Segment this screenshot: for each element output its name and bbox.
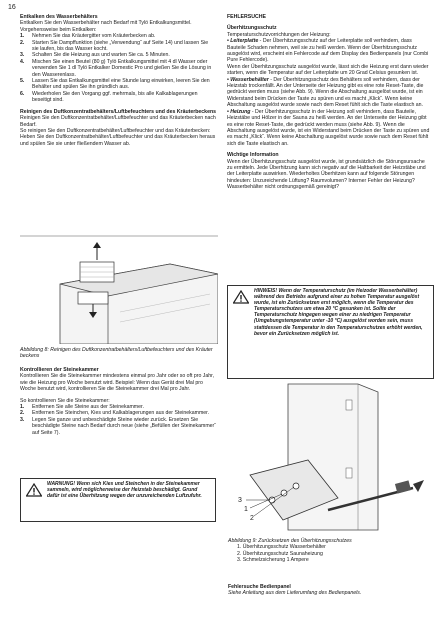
warning-text: WARNUNG! Wenn sich Kies und Steinchen in der Steinekammer sammeln, wird möglicherweise der Heizstab beschädigt. Grund dafür ist eine Überhitzung wegen der unzureichenden Luftzufuhr. xyxy=(47,481,202,500)
cleaning-para-1: Reinigen Sie den Duftkonzentratbehälter/Luftbefeuchter und das Kräuterbecken nach Bedarf. xyxy=(20,115,216,128)
stone-chamber-section xyxy=(20,367,216,436)
list-item: 3. Schmelzsicherung 1 Ampere xyxy=(237,557,309,564)
item-heater: • Heizung - Der Überhitzungsschutz in der Heizung soll verhindern, dass Bauteile, Heizstäbe und Hölzer in der Sauna zu heiß werden. An der Unterseite der Heizung gibt es eine rote Reset-Taste, die gedrückt werden muss (siehe Abb. 9). Wenn die Abschaltung ausgelöst wurde, ist ein Widerstand beim Drücken der Taste zu spüren und es macht „Klick“. Wenn keine Abschaltung ausgelöst wurde sowie nach dem Reset fühlt sich die Taste elastisch an. xyxy=(227,108,430,147)
figure-9-legend xyxy=(228,544,432,563)
heading-important: Wichtige Information xyxy=(227,152,279,159)
heading-stone-chamber: Kontrollieren der Steinekammer xyxy=(20,367,99,373)
figure-9-caption: Abbildung 9: Zurücksetzen des Überhitzungsschutzes xyxy=(228,538,352,544)
heading-overheat: Überhitzungsschutz xyxy=(227,25,277,32)
cleaning-para-3: Heben Sie den Duftkonzentratbehälter/Luftbefeuchter und das Kräuterbecken heraus und spülen Sie sie unter fließendem Wasser ab. xyxy=(20,134,216,147)
warning-box xyxy=(20,478,216,522)
item-water-tank: • Wasserbehälter - Der Überhitzungsschutz des Behälters soll verhindern, dass der Heizstab trockenfällt. An der Unterseite der Heizung gibt es eine rote Reset-Taste, die gedrückt werden muss (siehe Abb. 9). Wenn die Abschaltung ausgelöst wurde, ist ein Widerstand beim Drücken der Taste zu spüren und es macht „Klick“. Wenn keine Abschaltung ausgelöst wurde sowie nach dem Reset fühlt sich die Taste elastisch an. xyxy=(227,76,424,109)
list-item: 3. Schalten Sie die Heizung aus und warten Sie ca. 5 Minuten. xyxy=(20,52,170,59)
item-circuit-board: • Leiterplatte - Der Überhitzungsschutz auf der Leiterplatte soll verhindern, dass Bauteile Schaden nehmen, weil sie zu heiß werden. Wenn der Überhitzungsschutz ausgelöst wird, erscheint ein Fehlercode auf dem Display des Bedienpanels (nur Combi Pure Fehlercode). xyxy=(227,38,429,64)
page-number: 16 xyxy=(8,4,16,11)
descaling-intro: Entkalken Sie den Wasserbehälter nach Bedarf mit Tylö Entkalkungsmittel. xyxy=(20,20,192,27)
figure-9-illustration xyxy=(228,380,432,535)
heading-panel: Fehlersuche Bedienpanel xyxy=(228,584,291,590)
overheat-intro: Temperaturschutzvorrichtungen der Heizung: xyxy=(227,31,331,38)
heading-descaling: Entkalken des Wasserbehälters xyxy=(20,14,98,20)
figure-8-caption: Abbildung 8: Reinigen des Duftkonzentratbehälters/Luftbefeuchters und des Kräuter beckens xyxy=(20,347,213,360)
stone-chamber-para-2: So kontrollieren Sie die Steinekammer: xyxy=(20,397,110,404)
stone-chamber-steps xyxy=(20,404,216,436)
left-column xyxy=(20,14,216,147)
list-item: 4. Mischen Sie einen Beutel (80 g) Tylö Entkalkungsmittel mit 4 dl Wasser oder verwenden Sie 1 dl Tylö Entkalker Domestic Pro und gießen Sie die Lösung in den Wasserenlass. xyxy=(20,58,212,78)
list-item: 2. Starten Sie Dampffunktion (siehe „Verwendung“ auf Seite 14) und lassen Sie sie laufen, bis das Wasser kocht. xyxy=(20,39,209,53)
list-item: 3. Legen Sie ganze und unbeschädigte Steine wieder zurück. Ersetzen Sie beschädigte Steine nach Bedarf durch neue (siehe „Befüllen der Steinekammer“ auf Seite 7). xyxy=(20,416,216,436)
heading-cleaning: Reinigen des Duftkonzentratbehälters/Luftbefeuchters und des Kräuterbeckens xyxy=(20,108,217,115)
list-item: 2. Entfernen Sie Steinchen, Kies und Kalkablagerungen aus der Steinekammer. xyxy=(20,410,210,417)
list-item: 1. Nehmen Sie das Kräutergitter vom Kräuterbecken ab. xyxy=(20,33,156,40)
warning-icon xyxy=(233,290,249,304)
heading-troubleshooting: FEHLERSUCHE xyxy=(227,14,266,20)
hint-box xyxy=(227,285,434,379)
figure-8-illustration xyxy=(20,232,218,344)
item-circuit-board-2: Wenn der Überhitzungsschutz ausgelöst wurde, lässt sich die Heizung erst dann wieder starten, wenn die Temperatur auf der Leiterplatte um 20 Grad Celsius gesunken ist. xyxy=(227,63,429,77)
stone-chamber-para-1: Kontrollieren Sie die Steinekammer mindestens einmal pro Jahr oder so oft pro Jahr, wie die Heizung pro Woche benutzt wird. Beispiel: Wenn das Gerät drei Mal pro Woche benutzt wird, kontrollieren Sie die Steinekammer drei Mal pro Jahr. xyxy=(20,373,215,393)
figure-9-section xyxy=(228,538,432,564)
figure-9-label-2: 2 xyxy=(250,515,254,522)
important-para: Wenn der Überhitzungsschutz ausgelöst wurde, ist grundsätzlich die Störungsursache zu ermitteln. Jede Überhitzung kann sich negativ auf die Haltbarkeit der Heizstäbe und der Leiterplatte auswirken. Wiederholtes Überhitzen kann auf folgende Störungen hindeuten: Unzureichende Lüftung? Raumvolumen? Interner Fehler der Heizung? Wasserbehälter nicht ordnungsgemäß gereinigt? xyxy=(227,158,426,191)
descaling-steps xyxy=(20,33,216,103)
list-item: 2. Überhitzungsschutz Saunaheizung xyxy=(237,550,323,557)
list-item: 1. Überhitzungsschutz Wasserbehälter xyxy=(237,544,326,551)
hint-text: HINWEIS! Wenn der Temperaturschutz (im Heizoder Wasserbehälter) während des Betriebs aufgrund einer zu hohen Temperatur ausgelöst wurde, ist ein Zurücksetzen erst möglich, wenn die Temperatur des Temperaturschutzes um etwa 20 °C gesunken ist. Sollte der Temperaturschutz hingegen wegen einer zu niedrigen Temperatur (Umgebungstemperatur unter -10 °C) ausgelöst worden sein, muss stattdessen die Temperatur in den Temperaturschutzes erhöht werden, bevor ein Zurücksetzen möglich ist. xyxy=(254,288,423,337)
list-item: 1. Entfernen Sie alle Steine aus der Steinekammer. xyxy=(20,404,144,411)
list-item: 5. Lassen Sie das Entkalkungsmittel eine Stunde lang einwirken, leeren Sie den Behälter und spülen Sie ihn gründlich aus. xyxy=(20,78,210,91)
cleaning-para-2: So reinigen Sie den Duftkonzentratbehälter/Luftbefeuchter und das Kräuterbecken: xyxy=(20,127,211,134)
figure-9-label-3: 3 xyxy=(238,497,242,504)
right-column xyxy=(227,14,431,191)
figure-9-label-1: 1 xyxy=(244,506,248,513)
panel-troubleshooting xyxy=(228,584,432,597)
warning-icon xyxy=(26,483,42,497)
procedure-label: Vorgehensweise beim Entkalken: xyxy=(20,26,97,33)
list-item: 6. Wiederholen Sie den Vorgang ggf. mehrmals, bis alle Kalkablagerungen beseitigt sind. xyxy=(20,90,198,104)
panel-para: Siehe Anleitung aus dem Lieferumfang des Bedienpanels. xyxy=(228,590,362,597)
